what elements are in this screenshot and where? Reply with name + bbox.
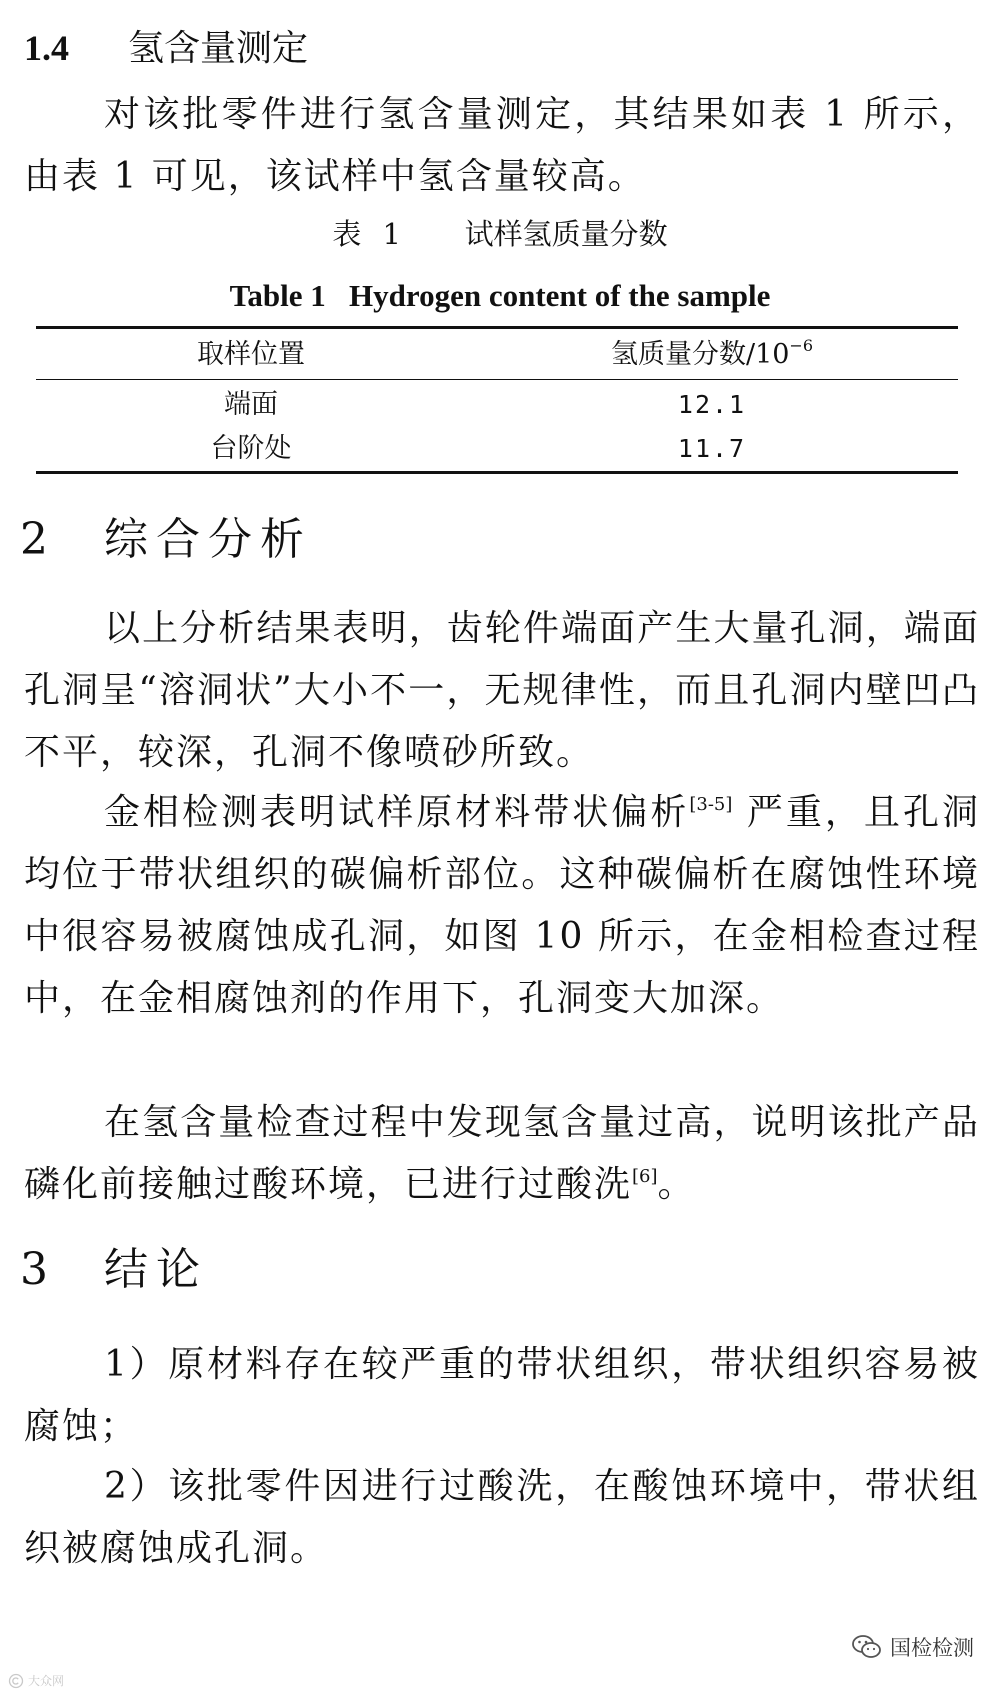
table-cell-position: 端面 xyxy=(224,389,278,420)
table-row xyxy=(36,427,958,471)
section-heading-analysis xyxy=(20,508,312,572)
table-header-hydrogen xyxy=(466,333,958,377)
table-caption-cn: 表 1 试样氢质量分数 xyxy=(332,217,668,251)
paragraph-text: 。 xyxy=(657,1164,696,1205)
paragraph-text: 严重，且孔洞均位于带状组织的碳偏析部位。这种碳偏析在腐蚀性环境中很容易被腐蚀成孔洞，如图 10 所示，在金相检查过程中，在金相腐蚀剂的作用下，孔洞变大加深。 xyxy=(24,792,980,1019)
table-cell-value: 11.7 xyxy=(677,434,747,463)
table-header-hydrogen-label: 氢质量分数/10 xyxy=(610,339,790,370)
table-row xyxy=(36,383,958,427)
section-number: 3 xyxy=(20,1244,48,1295)
paragraph-analysis-pickling xyxy=(24,1092,980,1216)
copyright-icon xyxy=(8,1673,24,1689)
subsection-heading xyxy=(24,20,308,77)
paragraph-analysis-banding xyxy=(24,782,980,1030)
conclusion-item: 2）该批零件因进行过酸洗，在酸蚀环境中，带状组织被腐蚀成孔洞。 xyxy=(24,1466,980,1569)
citation-ref: [6] xyxy=(632,1166,658,1187)
paragraph-text: 在氢含量检查过程中发现氢含量过高，说明该批产品磷化前接触过酸环境，已进行过酸洗 xyxy=(24,1102,980,1205)
table-header-position: 取样位置 xyxy=(197,339,305,370)
section-number: 2 xyxy=(20,514,48,565)
table-header-exponent: −6 xyxy=(789,336,814,355)
citation-ref: [3-5] xyxy=(689,794,733,815)
paragraph-analysis-holes: 以上分析结果表明，齿轮件端面产生大量孔洞，端面孔洞呈“溶洞状”大小不一，无规律性，而且孔洞内壁凹凸不平，较深，孔洞不像喷砂所致。 xyxy=(24,608,980,773)
section-title: 结论 xyxy=(104,1244,208,1295)
account-watermark xyxy=(848,1626,978,1668)
paragraph-text: 金相检测表明试样原材料带状偏析 xyxy=(104,792,690,833)
subsection-title: 氢含量测定 xyxy=(128,28,309,69)
table-caption-en: Table 1 Hydrogen content of the sample xyxy=(229,278,771,313)
conclusion-item: 1）原材料存在较严重的带状组织，带状组织容易被腐蚀； xyxy=(24,1344,980,1447)
section-title: 综合分析 xyxy=(104,514,312,565)
account-name: 国检检测 xyxy=(890,1636,974,1660)
source-name: 大众网 xyxy=(28,1674,65,1688)
table-cell-value: 12.1 xyxy=(677,390,747,419)
paragraph-hydrogen-result: 对该批零件进行氢含量测定，其结果如表 1 所示，由表 1 可见，该试样中氢含量较高。 xyxy=(24,94,980,197)
table-header-row xyxy=(36,329,958,380)
source-watermark xyxy=(8,1672,64,1689)
table-cell-position: 台阶处 xyxy=(210,433,292,464)
section-heading-conclusion xyxy=(20,1238,208,1302)
hydrogen-content-table xyxy=(36,326,958,474)
subsection-number: 1.4 xyxy=(24,28,69,68)
wechat-icon xyxy=(852,1634,882,1660)
